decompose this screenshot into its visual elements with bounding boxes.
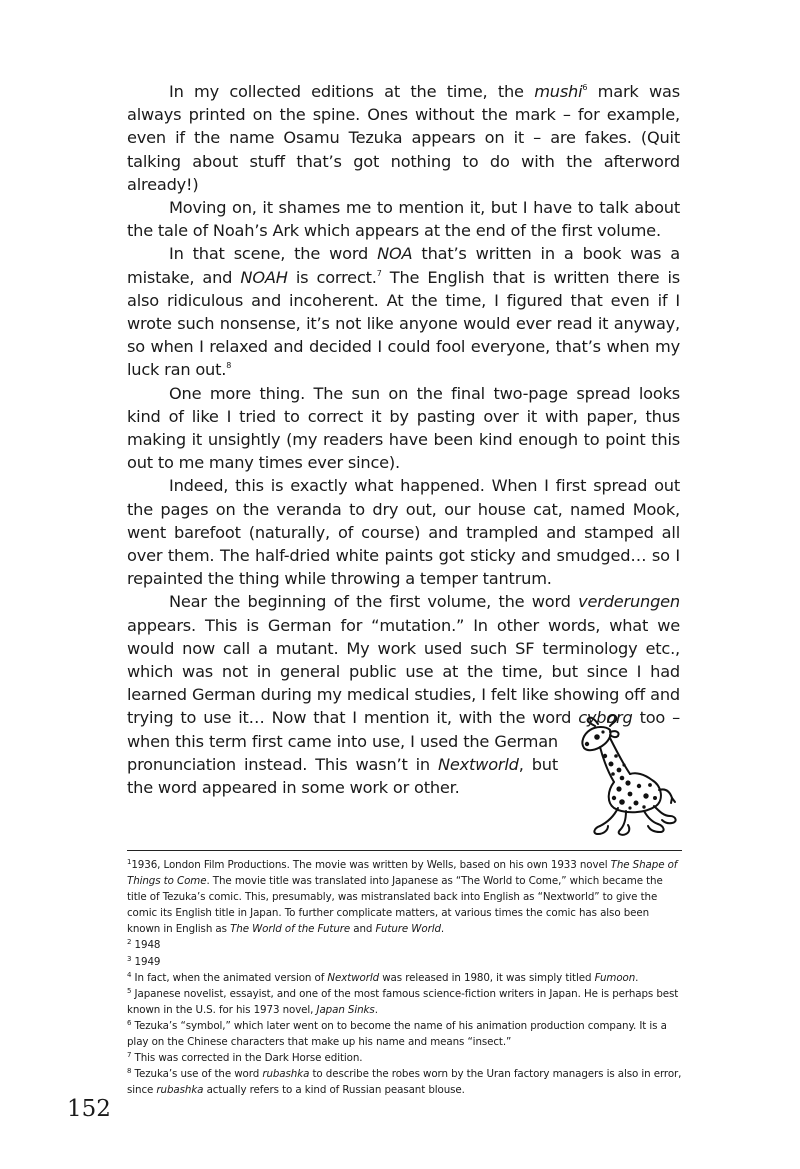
footnote-3: $^3$ 1949: [127, 954, 161, 968]
footnote-ref-6[interactable]: 6: [582, 83, 588, 92]
footnotes: [127, 857, 682, 1098]
body-text: [127, 80, 680, 838]
footnote-ref-8[interactable]: 8: [226, 361, 232, 371]
footnote-5: $^5$ Japanese novelist, essayist, and one of the most famous science-fiction writers in Japan. He is perhaps best known in the U.S. for his 1973 novel, Japan Sinks.: [127, 986, 679, 1016]
footnote-2: $^2$ 1948: [127, 938, 161, 952]
giraffe-icon: [564, 710, 682, 838]
footnote-ref-7[interactable]: 7: [376, 268, 382, 278]
footnote-8: $^8$ Tezuka’s use of the word rubashka to describe the robes worn by the Uran factory managers is also in error, since rubashka actually refers to a kind of Russian peasant blouse.: [127, 1067, 682, 1097]
paragraph-5: Indeed, this is exactly what happened. When I first spread out the pages on the veranda to dry out, our house cat, named Mook, went barefoot (naturally, of course) and trampled and stamped all over them. The half-dried white paints got sticky and smudged… so I repainted the thing while throwing a temper tantrum.: [127, 476, 680, 589]
paragraph-3: In that scene, the word NOA that’s written in a book was a mistake, and NOAH is correct.$^7$ The English that is written there is also ridiculous and incoherent. At the time, I figured that even if I wrote such nonsense, it’s not like anyone would ever read it anyway, so when I relaxed and decided I could fool everyone, that’s when my luck ran out.$^8$: [127, 244, 680, 380]
footnote-1: $^1$1936, London Film Productions. The movie was written by Wells, based on his own 1933 novel The Shape of Things to Come. The movie title was translated into Japanese as “The World to Come,” which became the title of Tezuka’s comic. This, presumably, was mistranslated back into English as “Nextworld” to give the comic its English title in Japan. To further complicate matters, at various times the comic has also been known in English as The World of the Future and Future World.: [127, 858, 678, 936]
paragraph-4: One more thing. The sun on the final two-page spread looks kind of like I tried to correct it by pasting over it with paper, thus making it unsightly (my readers have been kind enough to point this out to me many times ever since).: [127, 383, 680, 473]
page-number: 152: [67, 1096, 111, 1122]
paragraph-1: In my collected editions at the time, the mushi$^6$ mark was always printed on the spine. Ones without the mark – for example, even if the name Osamu Tezuka appears on it – are fakes. (Quit talking about stuff that’s got nothing to do with the afterword already!): [127, 82, 680, 194]
footnote-4: $^4$ In fact, when the animated version of Nextworld was released in 1980, it was simply titled Fumoon.: [127, 970, 639, 984]
giraffe-illustration: [564, 710, 682, 838]
paragraph-2: Moving on, it shames me to mention it, but I have to talk about the tale of Noah’s Ark which appears at the end of the first volume.: [127, 198, 680, 241]
paragraph-6: Near the beginning of the first volume, the word verderungen appears. This is German for “mutation.” In other words, what we would now call a mutant. My work used such SF terminology etc., which was not in general public use at the time, but since I had learned German during my medical studies, I felt like showing off and trying to use it… Now that I mention it, with the word cyborg too – when this term first came into use, I used the German pronunciation instead. This wasn’t in Nextworld, but the word appeared in some work or other.: [127, 590, 680, 799]
footnote-divider: [127, 850, 682, 851]
footnote-7: $^7$ This was corrected in the Dark Horse edition.: [127, 1051, 363, 1065]
footnote-6: $^6$ Tezuka’s “symbol,” which later went on to become the name of his animation production company. It is a play on the Chinese characters that make up his name and means “insect.”: [127, 1018, 667, 1049]
